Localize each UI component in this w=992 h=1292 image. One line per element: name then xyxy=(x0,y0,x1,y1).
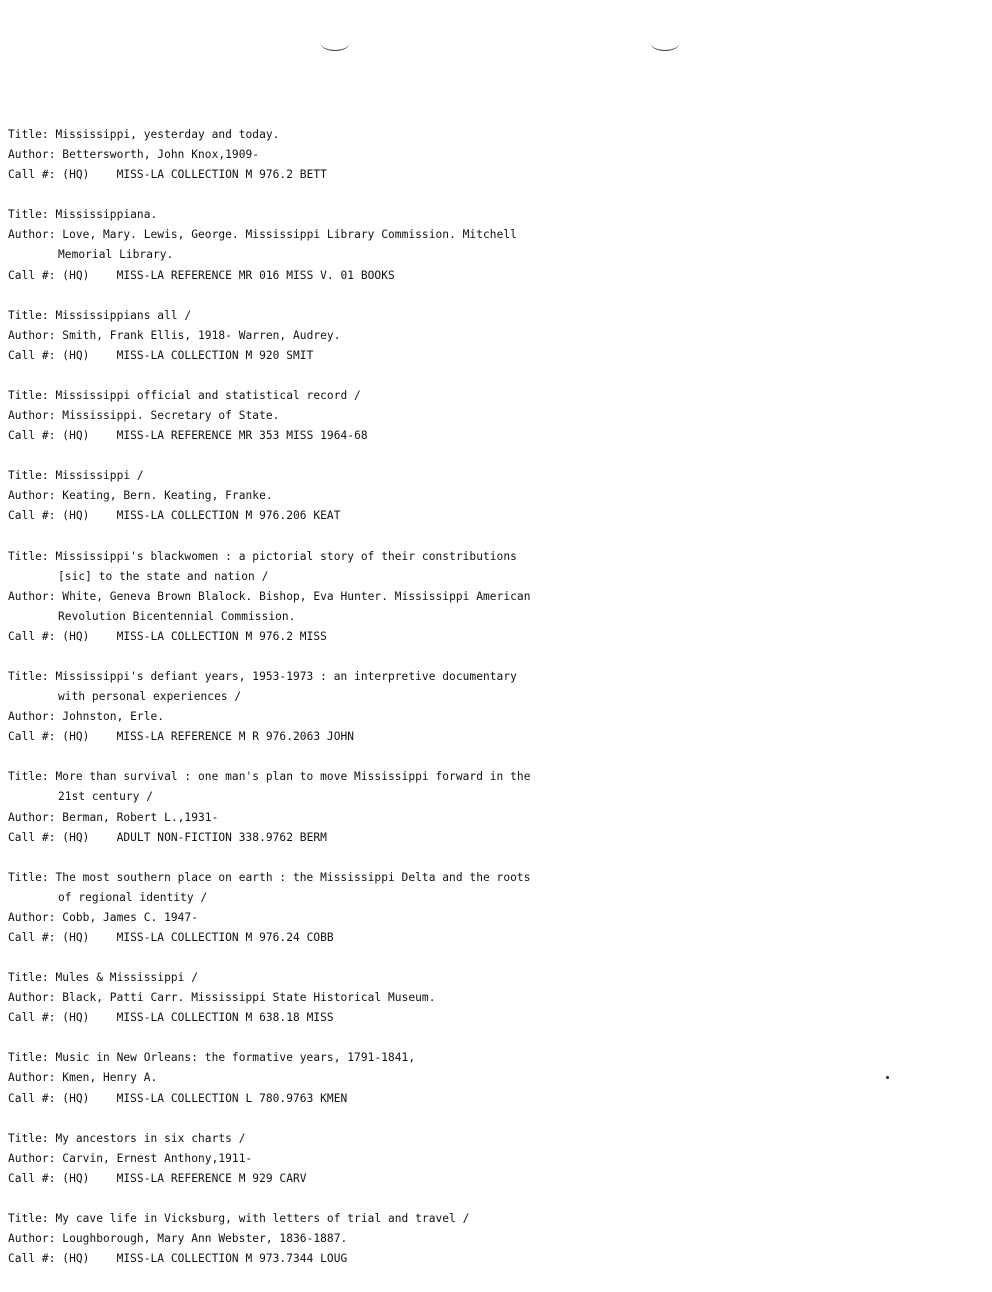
catalog-record xyxy=(8,968,608,1028)
record-call-number-label: Call #: xyxy=(8,509,63,523)
record-call-number xyxy=(8,266,608,286)
record-author-label: Author: xyxy=(8,228,63,242)
record-title-value: with personal experiences / xyxy=(58,690,242,704)
record-call-number-value: (HQ) MISS-LA COLLECTION M 976.206 KEAT xyxy=(62,509,341,523)
record-title-value: The most southern place on earth : the Mississippi Delta and the roots xyxy=(55,870,531,884)
record-author-value: Smith, Frank Ellis, 1918- Warren, Audrey. xyxy=(62,328,341,342)
record-call-number-value: (HQ) MISS-LA COLLECTION M 976.24 COBB xyxy=(62,931,334,944)
record-call-number-value: (HQ) MISS-LA COLLECTION M 976.2 MISS xyxy=(62,629,327,643)
catalog-record xyxy=(8,547,608,647)
record-author-label: Author: xyxy=(8,810,63,824)
record-title xyxy=(8,306,608,326)
record-call-number-label: Call #: xyxy=(8,268,63,282)
record-author-value: Memorial Library. xyxy=(58,248,174,262)
record-title-value: Mississippi official and statistical record / xyxy=(55,388,361,402)
record-call-number xyxy=(8,1089,608,1109)
record-author-value: Kmen, Henry A. xyxy=(62,1071,158,1085)
record-call-number xyxy=(8,1008,608,1028)
record-call-number-label: Call #: xyxy=(8,1011,63,1025)
record-title-value: Mississippians all / xyxy=(55,308,192,322)
record-title-label: Title: xyxy=(8,388,56,402)
record-title xyxy=(8,1129,608,1149)
record-author-value: Johnston, Erle. xyxy=(62,710,165,724)
record-title-label: Title: xyxy=(8,1051,56,1065)
record-author-label: Author: xyxy=(8,910,63,924)
record-title xyxy=(8,1209,608,1229)
record-call-number-label: Call #: xyxy=(8,168,63,182)
record-call-number xyxy=(8,627,608,647)
record-title-label: Title: xyxy=(8,1131,56,1145)
record-call-number xyxy=(8,828,608,848)
catalog-record xyxy=(8,125,608,185)
record-title xyxy=(8,466,608,486)
record-title-value: My ancestors in six charts / xyxy=(55,1131,246,1145)
record-author xyxy=(8,326,608,346)
record-title-label: Title: xyxy=(8,308,56,322)
catalog-record xyxy=(8,1048,608,1108)
record-title-value: Mules & Mississippi / xyxy=(55,971,198,985)
record-title-label: Title: xyxy=(8,870,56,884)
record-title-value: [sic] to the state and nation / xyxy=(58,569,269,583)
record-author xyxy=(8,908,608,928)
record-call-number-label: Call #: xyxy=(8,348,63,362)
record-title xyxy=(8,205,608,225)
record-author-label: Author: xyxy=(8,710,63,724)
record-title xyxy=(8,547,608,567)
record-title-value: 21st century / xyxy=(58,790,153,804)
record-title-label: Title: xyxy=(8,770,56,784)
record-author-label: Author: xyxy=(8,148,63,162)
record-title-label: Title: xyxy=(8,128,56,141)
record-author-label: Author: xyxy=(8,589,63,603)
record-call-number-value: (HQ) MISS-LA REFERENCE M R 976.2063 JOHN xyxy=(62,730,355,744)
catalog-record xyxy=(8,667,608,747)
catalog-record xyxy=(8,1209,608,1269)
record-call-number xyxy=(8,346,608,366)
record-title-value: My cave life in Vicksburg, with letters of trial and travel / xyxy=(55,1211,470,1225)
record-author xyxy=(8,406,608,426)
record-title-value: of regional identity / xyxy=(58,890,208,904)
record-call-number-value: (HQ) MISS-LA COLLECTION M 976.2 BETT xyxy=(62,168,327,182)
record-call-number-label: Call #: xyxy=(8,429,63,443)
record-title xyxy=(8,868,608,888)
record-call-number xyxy=(8,1169,608,1189)
record-author-value: Berman, Robert L.,1931- xyxy=(62,810,219,824)
record-title-value: More than survival : one man's plan to move Mississippi forward in the xyxy=(55,770,531,784)
record-author-label: Author: xyxy=(8,328,63,342)
record-call-number-label: Call #: xyxy=(8,1171,63,1185)
record-author-label: Author: xyxy=(8,409,63,423)
scan-speck xyxy=(886,1076,889,1079)
record-author-value: Loughborough, Mary Ann Webster, 1836-1887. xyxy=(62,1232,348,1246)
record-call-number-value: (HQ) MISS-LA COLLECTION M 920 SMIT xyxy=(62,348,314,362)
record-title-label: Title: xyxy=(8,208,56,222)
record-call-number xyxy=(8,1249,608,1269)
record-title-value: Mississippiana. xyxy=(55,208,158,222)
record-author-value: White, Geneva Brown Blalock. Bishop, Eva Hunter. Mississippi American xyxy=(62,589,531,603)
record-title-label: Title: xyxy=(8,669,56,683)
record-title xyxy=(8,767,608,787)
record-call-number-value: (HQ) MISS-LA COLLECTION M 638.18 MISS xyxy=(62,1011,334,1025)
record-title xyxy=(8,567,608,587)
record-title-value: Mississippi, yesterday and today. xyxy=(55,128,280,141)
record-author-value: Keating, Bern. Keating, Franke. xyxy=(62,489,273,503)
record-author-value: Love, Mary. Lewis, George. Mississippi Library Commission. Mitchell xyxy=(62,228,517,242)
record-call-number-value: (HQ) MISS-LA REFERENCE MR 016 MISS V. 01 BOOKS xyxy=(62,268,395,282)
record-call-number-value: (HQ) MISS-LA REFERENCE M 929 CARV xyxy=(62,1171,307,1185)
record-call-number xyxy=(8,506,608,526)
record-author xyxy=(8,607,608,627)
binder-hole-mark-left xyxy=(320,34,350,51)
record-author xyxy=(8,245,608,265)
record-call-number-value: (HQ) ADULT NON-FICTION 338.9762 BERM xyxy=(62,830,327,844)
record-title xyxy=(8,667,608,687)
record-call-number xyxy=(8,928,608,948)
record-author-value: Bettersworth, John Knox,1909- xyxy=(62,148,260,162)
record-title-label: Title: xyxy=(8,469,56,483)
record-author-value: Black, Patti Carr. Mississippi State Historical Museum. xyxy=(62,991,436,1005)
record-author xyxy=(8,808,608,828)
record-title-value: Mississippi's blackwomen : a pictorial story of their constributions xyxy=(55,549,517,563)
record-title xyxy=(8,888,608,908)
record-title-label: Title: xyxy=(8,1211,56,1225)
record-author-value: Carvin, Ernest Anthony,1911- xyxy=(62,1151,253,1165)
record-author xyxy=(8,1068,608,1088)
record-title-value: Music in New Orleans: the formative years, 1791-1841, xyxy=(55,1051,416,1065)
record-author-label: Author: xyxy=(8,991,63,1005)
catalog-record xyxy=(8,306,608,366)
record-author-label: Author: xyxy=(8,1071,63,1085)
record-author xyxy=(8,707,608,727)
record-title xyxy=(8,687,608,707)
catalog-record xyxy=(8,386,608,446)
record-call-number xyxy=(8,426,608,446)
record-title xyxy=(8,1048,608,1068)
record-author-label: Author: xyxy=(8,489,63,503)
catalog-record xyxy=(8,1129,608,1189)
record-title-label: Title: xyxy=(8,549,56,563)
record-title-label: Title: xyxy=(8,971,56,985)
record-call-number xyxy=(8,727,608,747)
record-call-number-label: Call #: xyxy=(8,730,63,744)
record-author-label: Author: xyxy=(8,1232,63,1246)
record-author xyxy=(8,1149,608,1169)
record-author xyxy=(8,486,608,506)
catalog-record-list xyxy=(8,125,608,1289)
record-call-number-value: (HQ) MISS-LA COLLECTION L 780.9763 KMEN xyxy=(62,1091,348,1105)
record-title xyxy=(8,125,608,145)
record-title-value: Mississippi / xyxy=(55,469,144,483)
record-title-value: Mississippi's defiant years, 1953-1973 : an interpretive documentary xyxy=(55,669,517,683)
catalog-record xyxy=(8,466,608,526)
record-call-number-label: Call #: xyxy=(8,1091,63,1105)
record-call-number-value: (HQ) MISS-LA REFERENCE MR 353 MISS 1964-68 xyxy=(62,429,368,443)
record-call-number-value: (HQ) MISS-LA COLLECTION M 973.7344 LOUG xyxy=(62,1252,348,1266)
catalog-record xyxy=(8,868,608,948)
catalog-record xyxy=(8,767,608,847)
record-author xyxy=(8,145,608,165)
record-author xyxy=(8,1229,608,1249)
record-title xyxy=(8,787,608,807)
record-author xyxy=(8,225,608,245)
record-author-value: Mississippi. Secretary of State. xyxy=(62,409,280,423)
record-author xyxy=(8,988,608,1008)
record-author xyxy=(8,587,608,607)
record-title xyxy=(8,968,608,988)
record-call-number-label: Call #: xyxy=(8,1252,63,1266)
record-call-number xyxy=(8,165,608,185)
record-author-value: Cobb, James C. 1947- xyxy=(62,910,199,924)
record-call-number-label: Call #: xyxy=(8,830,63,844)
record-author-value: Revolution Bicentennial Commission. xyxy=(58,609,296,623)
record-call-number-label: Call #: xyxy=(8,931,63,944)
catalog-record xyxy=(8,205,608,285)
record-author-label: Author: xyxy=(8,1151,63,1165)
record-call-number-label: Call #: xyxy=(8,629,63,643)
binder-hole-mark-right xyxy=(650,34,680,51)
record-title xyxy=(8,386,608,406)
